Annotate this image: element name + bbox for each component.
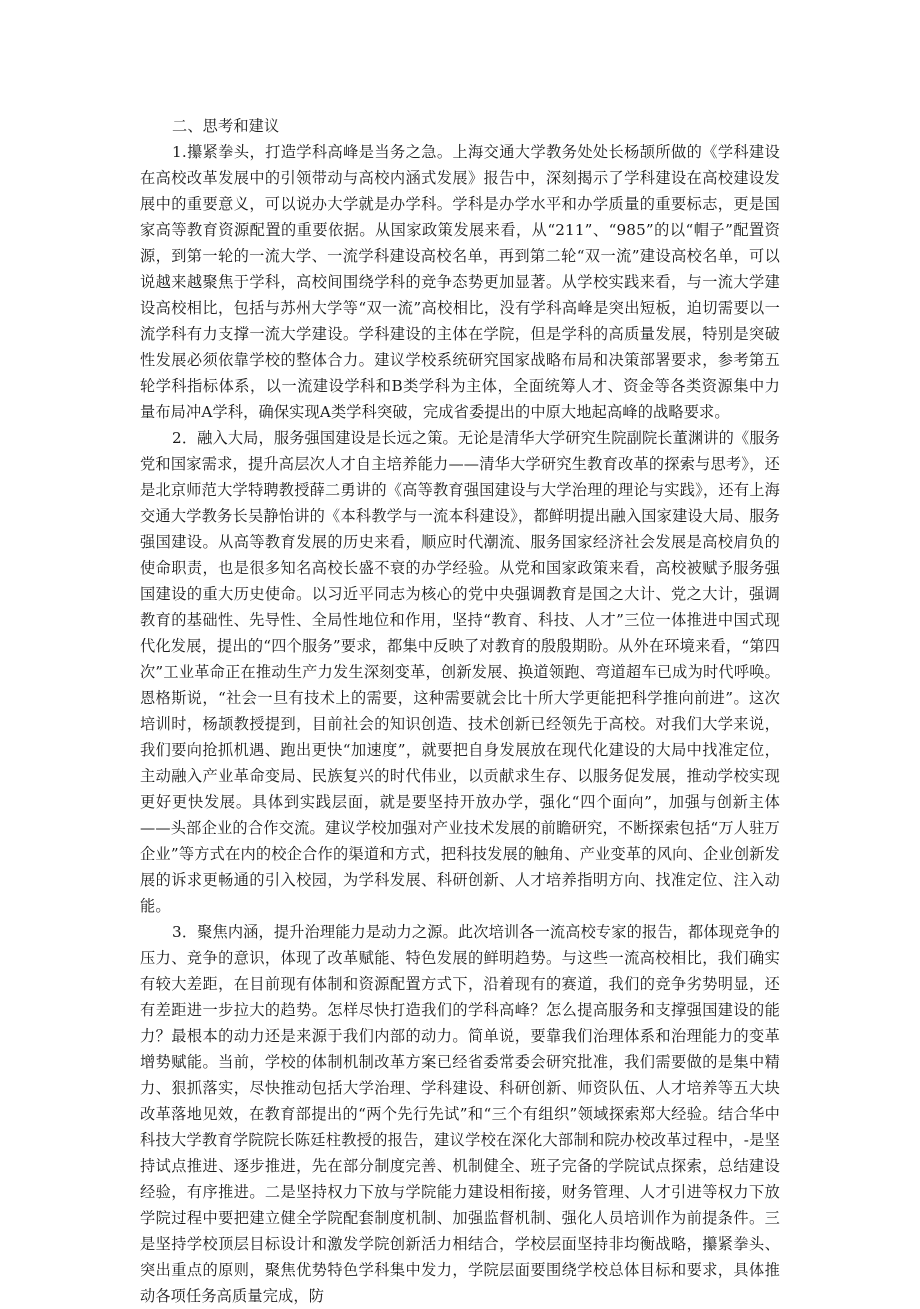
document-body (140, 113, 780, 1309)
paragraph-2: 2．融入大局，服务强国建设是长远之策。无论是清华大学研究生院副院长董渊讲的《服务党和国家需求，提升高层次人才自主培养能力——清华大学研究生教育改革的探索与思考》，还是北京师范大学特聘教授薛二勇讲的《高等教育强国建设与大学治理的理论与实践》，还有上海交通大学教务长吴静怡讲的《本科教学与一流本科建设》，都鲜明提出融入国家建设大局、服务强国建设。从高等教育发展的历史来看，顺应时代潮流、服务国家经济社会发展是高校肩负的使命职责，也是很多知名高校长盛不衰的办学经验。从党和国家政策来看，高校被赋予服务强国建设的重大历史使命。以习近平同志为核心的党中央强调教育是国之大计、党之大计，强调教育的基础性、先导性、全局性地位和作用，坚持“教育、科技、人才”三位一体推进中国式现代化发展，提出的“四个服务”要求，都集中反映了对教育的殷殷期盼。从外在环境来看，“第四次”工业革命正在推动生产力发生深刻变革，创新发展、换道领跑、弯道超车已成为时代呼唤。恩格斯说，“社会一旦有技术上的需要，这种需要就会比十所大学更能把科学推向前进”。这次培训时，杨颉教授提到，目前社会的知识创造、技术创新已经领先于高校。对我们大学来说，我们要向抢抓机遇、跑出更快“加速度”，就要把自身发展放在现代化建设的大局中找准定位，主动融入产业革命变局、民族复兴的时代伟业，以贡献求生存、以服务促发展，推动学校实现更好更快发展。具体到实践层面，就是要坚持开放办学，强化“四个面向”，加强与创新主体——头部企业的合作交流。建议学校加强对产业技术发展的前瞻研究，不断探索包括“万人驻万企业”等方式在内的校企合作的渠道和方式，把科技发展的触角、产业变革的风向、企业创新发展的诉求更畅通的引入校园，为学科发展、科研创新、人才培养指明方向、找准定位、注入动能。 (140, 429, 780, 915)
paragraph-1: 1.攥紧拳头，打造学科高峰是当务之急。上海交通大学教务处处长杨颉所做的《学科建设在高校改革发展中的引领带动与高校内涵式发展》报告中，深刻揭示了学科建设在高校建设发展中的重要意义，可以说办大学就是办学科。学科是办学水平和办学质量的重要标志，更是国家高等教育资源配置的重要依据。从国家政策发展来看，从“211”、“985”的以“帽子”配置资源，到第一轮的一流大学、一流学科建设高校名单，再到第二轮“双一流”建设高校名单，可以说越来越聚焦于学科，高校间围绕学科的竞争态势更加显著。从学校实践来看，与一流大学建设高校相比，包括与苏州大学等“双一流”高校相比，没有学科高峰是突出短板，迫切需要以一流学科有力支撑一流大学建设。学科建设的主体在学院，但是学科的高质量发展，特别是突破性发展必须依靠学校的整体合力。建议学校系统研究国家战略布局和决策部署要求，参考第五轮学科指标体系，以一流建设学科和B类学科为主体，全面统筹人才、资金等各类资源集中力量布局冲A学科，确保实现A类学科突破，完成省委提出的中原大地起高峰的战略要求。 (140, 143, 780, 421)
paragraph-3: 3．聚焦内涵，提升治理能力是动力之源。此次培训各一流高校专家的报告，都体现竞争的压力、竞争的意识，体现了改革赋能、特色发展的鲜明趋势。与这些一流高校相比，我们确实有较大差距，在目前现有体制和资源配置方式下，沿着现有的赛道，我们的竞争劣势明显，还有差距进一步拉大的趋势。怎样尽快打造我们的学科高峰？怎么提高服务和支撑强国建设的能力？最根本的动力还是来源于我们内部的动力。简单说，要靠我们治理体系和治理能力的变革增势赋能。当前，学校的体制机制改革方案已经省委常委会研究批准，我们需要做的是集中精力、狠抓落实，尽快推动包括大学治理、学科建设、科研创新、师资队伍、人才培养等五大块改革落地见效，在教育部提出的“两个先行先试”和“三个有组织”领域探索郑大经验。结合华中科技大学教育学院院长陈廷柱教授的报告，建议学校在深化大部制和院办校改革过程中，-是坚持试点推进、逐步推进，先在部分制度完善、机制健全、班子完备的学院试点探索，总结建设经验，有序推进。二是坚持权力下放与学院能力建设相衔接，财务管理、人才引进等权力下放学院过程中要把建立健全学院配套制度机制、加强监督机制、强化人员培训作为前提条件。三是坚持学校顶层目标设计和激发学院创新活力相结合，学校层面坚持非均衡战略，攥紧拳头、突出重点的原则，聚焦优势特色学科集中发力，学院层面要围绕学校总体目标和要求，具体推动各项任务高质量完成，防 (140, 923, 780, 1305)
section-heading: 二、思考和建议 (172, 117, 280, 135)
